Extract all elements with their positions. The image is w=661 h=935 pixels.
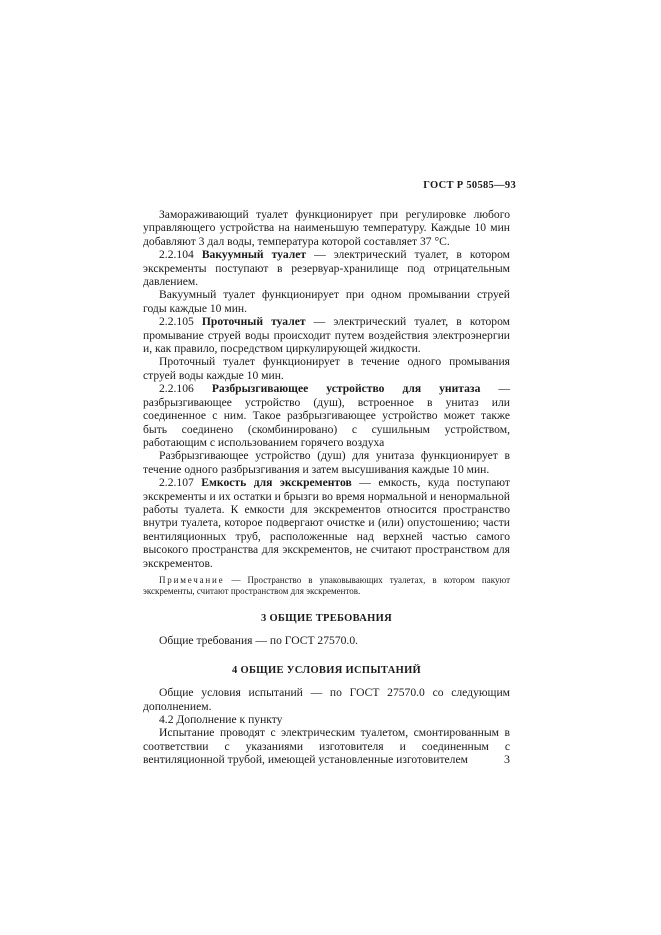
main-text xyxy=(143,208,510,767)
term-number: 2.2.106 xyxy=(159,382,194,396)
paragraph: Замораживающий туалет функционирует при регулировке любого управляющего устройства на наименьшую температуру. Каждые 10 мин добавляют 3 дал воды, температура которой составляет 37 °С. xyxy=(143,208,510,248)
paragraph: Проточный туалет функционирует в течение одного промывания струей воды каждые 10 мин. xyxy=(143,355,510,382)
note-text: — Пространство в упаковывающих туалетах, в котором пакуют экскременты, считают пространством для экскрементов. xyxy=(143,574,510,596)
term-definition: — электрический туалет, в котором промывание струей воды происходит путем воздействия электроэнергии и, как правило, посредством циркулирующей жидкости. xyxy=(143,315,510,356)
term-number: 2.2.104 xyxy=(159,248,194,262)
term-title: Разбрызгивающее устройство для унитаза xyxy=(211,382,481,396)
term-definition: — разбрызгивающее устройство (душ), встроенное в унитаз или соединенное с ним. Такое разбрызгивающее устройство может также быть соединено (скомбинировано) с сушильным устройством, работающим с использованием горячего воздуха xyxy=(143,382,510,449)
term-title: Вакуумный туалет xyxy=(201,248,307,262)
term-definition: — электрический туалет, в котором экскременты поступают в резервуар-хранилище под отрицательным давлением. xyxy=(143,248,511,289)
term-2-2-106 xyxy=(143,382,510,449)
document-number: ГОСТ Р 50585—93 xyxy=(423,180,516,191)
paragraph: Вакуумный туалет функционирует при одном промывании струей годы каждые 10 мин. xyxy=(143,288,510,315)
term-2-2-105 xyxy=(143,315,510,355)
note xyxy=(143,575,510,597)
term-title: Проточный туалет xyxy=(201,315,306,329)
term-definition: — емкость, куда поступают экскременты и их остатки и брызги во время нормальной и ненормальной работы туалета. К емкости для экскрементов относится пространство внутри туалета, которое подвергают очистке и (или) опустошению; части вентиляционных труб, расположенные над верхней частью самого высокого пространства для экскрементов, не считают пространством для экскрементов. xyxy=(143,476,510,570)
term-2-2-104 xyxy=(143,248,510,288)
section-3-text: Общие требования — по ГОСТ 27570.0. xyxy=(159,634,359,648)
term-number: 2.2.105 xyxy=(159,315,194,329)
term-title: Емкость для экскрементов xyxy=(201,476,352,490)
section-4-2-heading: 4.2 Дополнение к пункту xyxy=(159,713,283,726)
section-3-title: 3 ОБЩИЕ ТРЕБОВАНИЯ xyxy=(260,612,392,624)
page-number: 3 xyxy=(504,752,510,766)
term-number: 2.2.107 xyxy=(159,476,194,490)
section-4-2-text: Испытание проводят с электрическим туалетом, смонтированным в соответствии с указаниями изготовителя и соединенным с вентиляционной трубой, имеющей установленные изготовителем xyxy=(143,726,510,767)
section-4-intro: Общие условия испытаний — по ГОСТ 27570.0 со следующим дополнением. xyxy=(143,686,510,713)
section-4-title: 4 ОБЩИЕ УСЛОВИЯ ИСПЫТАНИЙ xyxy=(232,664,421,676)
paragraph: Разбрызгивающее устройство (душ) для унитаза функционирует в течение одного разбрызгивания и затем высушивания каждые 10 мин. xyxy=(143,449,510,476)
note-label: Примечание xyxy=(159,574,225,585)
term-2-2-107 xyxy=(143,476,510,570)
